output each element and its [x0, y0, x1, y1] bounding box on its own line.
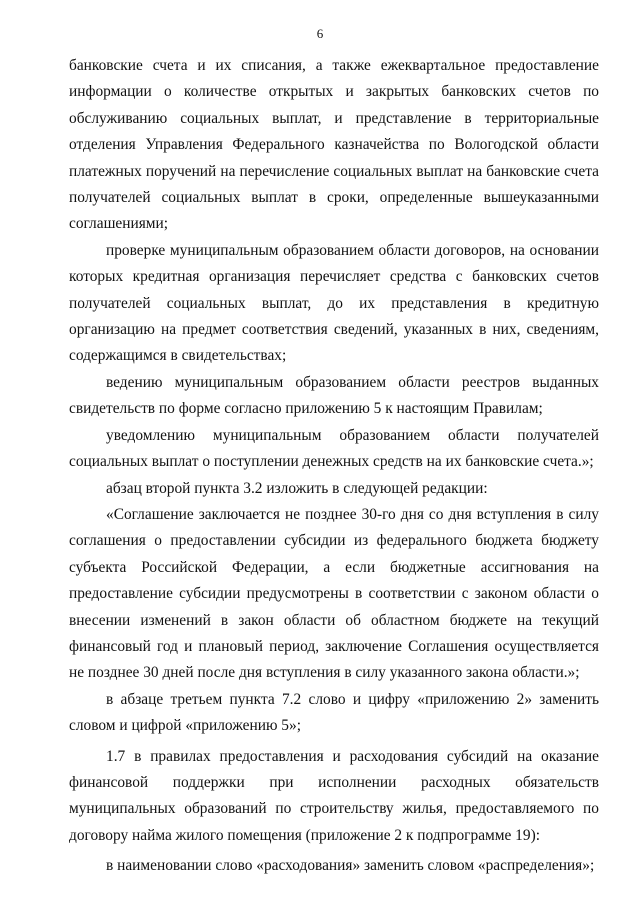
page-number: 6 — [316, 26, 324, 41]
paragraph-contract-verification: проверке муниципальным образованием области договоров, на основании которых кредитная организация перечисляет средства с банковских счетов получателей социальных выплат, до их представления в кредитную организацию на предмет соответствия сведений, указанных в них, сведениям, содержащимся в свидетельствах; — [69, 241, 599, 365]
paragraph-recipient-notification: уведомлению муниципальным образованием области получателей социальных выплат о поступлении денежных средств на их банковские счета.»; — [69, 426, 599, 471]
paragraph-item-1-7: 1.7 в правилах предоставления и расходования субсидий на оказание финансовой поддержки при исполнении расходных обязательств муниципальных образований по строительству жилья, предоставляемого по договору найма жилого помещения (приложение 2 к подпрограмме 19): — [69, 747, 599, 844]
paragraph-agreement-deadline: «Соглашение заключается не позднее 30-го дня со дня вступления в силу соглашения о предоставлении субсидии из федерального бюджета бюджету субъекта Российской Федерации, а если бюджетные ассигнования на предоставление субсидии предусмотрены в соответствии с законом области о внесении изменений в закон области об областном бюджете на текущий финансовый год и плановый период, заключение Соглашения осуществляется не позднее 30 дней после дня вступления в силу указанного закона области.»; — [69, 505, 599, 682]
paragraph-amend-clause-3-2: абзац второй пункта 3.2 изложить в следующей редакции: — [106, 479, 488, 497]
paragraph-certificate-registry: ведению муниципальным образованием области реестров выданных свидетельств по форме согласно приложению 5 к настоящим Правилам; — [69, 373, 599, 418]
paragraph-amend-clause-7-2: в абзаце третьем пункта 7.2 слово и цифру «приложению 2» заменить словом и цифрой «приложению 5»; — [69, 690, 599, 735]
paragraph-bank-accounts-continuation: банковские счета и их списания, а также ежеквартальное предоставление информации о количестве открытых и закрытых банковских счетов по обслуживанию социальных выплат, и представление в территориальные отделения Управления Федерального казначейства по Вологодской области платежных поручений на перечисление социальных выплат на банковские счета получателей социальных выплат в сроки, определенные вышеуказанными соглашениями; — [69, 57, 599, 233]
document-body — [69, 53, 599, 880]
paragraph-title-amendment: в наименовании слово «расходования» заменить словом «распределения»; — [106, 857, 595, 875]
